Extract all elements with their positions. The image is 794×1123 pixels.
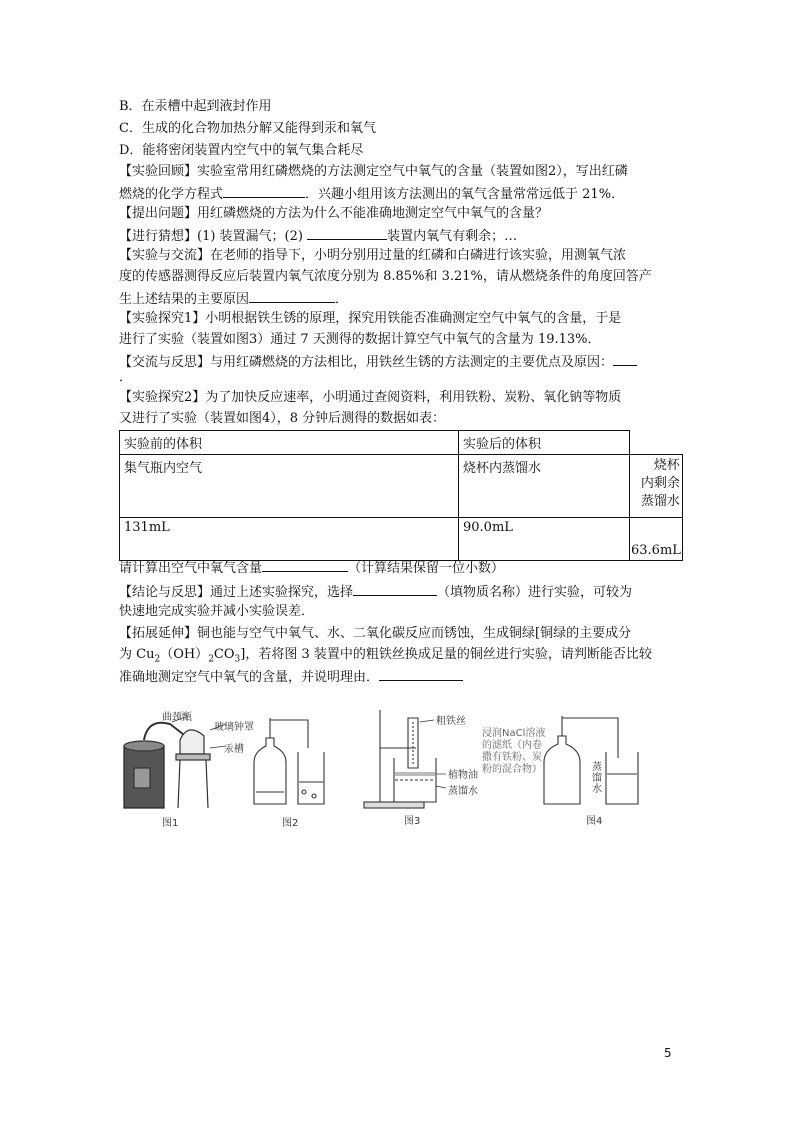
text-segment: （OH）: [160, 647, 209, 662]
text-segment: 粉的混合物）: [482, 764, 542, 775]
text-segment: 内剩余: [640, 476, 680, 491]
question-raised: 【提出问题】用红磷燃烧的方法为什么不能准确地测定空气中氧气的含量？: [119, 206, 549, 221]
text-segment: 蒸馏水: [640, 494, 680, 509]
table-value-water-after: 63.6mL: [630, 518, 683, 561]
data-table: [119, 430, 683, 561]
label-bell-jar: 玻璃钟罩: [214, 722, 254, 733]
text-segment: 浸润NaCl溶液: [482, 728, 546, 739]
answer-blank-copper[interactable]: [379, 666, 463, 681]
table-header-before: 实验前的体积: [120, 431, 459, 455]
calculate-question: [119, 557, 504, 579]
answer-blank-advantage[interactable]: [613, 351, 637, 366]
subscript: 2: [208, 654, 214, 665]
experiment-exchange-cont2: [119, 288, 348, 310]
text-segment: 燃烧的化学方程式: [119, 187, 224, 202]
table-cell-flask-air: 集气瓶内空气: [120, 455, 459, 518]
text-segment: ．: [335, 292, 349, 307]
answer-blank-equation[interactable]: [223, 183, 305, 198]
figure-4-caption: 图4: [586, 816, 603, 827]
exploration-2: 【实验探究2】为了加快反应速率，小明通过查阅资料，利用铁粉、炭粉、氧化钠等物质: [119, 390, 622, 405]
conclusion-cont: 快速地完成实验并减小实验误差．: [119, 604, 315, 619]
text-segment: ]，若将图 3 装置中的粗铁丝换成足量的铜丝进行实验，请判断能否比较: [240, 647, 652, 662]
option-b: B．在汞槽中起到液封作用: [119, 99, 272, 114]
text-segment: 烧杯: [653, 458, 680, 473]
figure-3-caption: 图3: [404, 816, 421, 827]
text-segment: 请计算出空气中氧气含量: [119, 561, 263, 576]
text-segment: 【进行猜想】(1) 装置漏气；(2): [119, 229, 303, 244]
text-segment: （计算结果保留一位小数）: [348, 561, 505, 576]
option-d: D．能将密闭装置内空气中的氧气集合耗尽: [119, 143, 364, 158]
subscript: 2: [154, 654, 161, 665]
text-segment: CO: [213, 647, 235, 662]
hypothesis: [119, 225, 517, 247]
text-segment: 【结论与反思】通过上述实验探究，选择: [119, 585, 354, 600]
text-segment: （填物质名称）进行实验，可较为: [437, 585, 633, 600]
experiment-exchange: 【实验与交流】在老师的指导下，小明分别用过量的红磷和白磷进行该实验，用测氧气浓: [119, 248, 627, 263]
exploration-1: 【实验探究1】小明根据铁生锈的原理，探究用铁能否准确测定空气中氧气的含量，于是: [119, 311, 622, 326]
label-trough: 汞槽: [224, 744, 244, 755]
figure-4-apparatus: [544, 716, 638, 804]
text-segment: 馏: [592, 773, 602, 784]
exploration-1-cont: 进行了实验（装置如图3）通过 7 天测得的数据计算空气中氧气的含量为 19.13%．: [119, 332, 601, 347]
text-segment: 生上述结果的主要原因: [119, 292, 250, 307]
table-header-after: 实验后的体积: [459, 431, 630, 455]
experiment-review-cont: [119, 183, 624, 205]
label-vegetable-oil: 植物油: [448, 770, 478, 781]
subscript: 3: [234, 654, 241, 665]
option-c: C．生成的化合物加热分解又能得到汞和氧气: [119, 121, 376, 136]
table-cell-beaker-water: 烧杯内蒸馏水: [459, 455, 630, 518]
label-distilled-water-4: [592, 762, 602, 795]
answer-blank-substance[interactable]: [353, 581, 437, 596]
text-segment: 撒有铁粉、炭: [482, 752, 542, 763]
text-segment: 准确地测定空气中氧气的含量，并说明理由．: [119, 670, 380, 685]
text-segment: 装置内氧气有剩余；…: [387, 229, 518, 244]
figure-1-caption: 图1: [162, 818, 179, 829]
label-distilled-water-3: 蒸馏水: [448, 786, 478, 797]
extension: 【拓展延伸】铜也能与空气中氧气、水、二氧化碳反应而锈蚀，生成铜绿[铜绿的主要成分: [119, 626, 632, 641]
text-segment: 的滤纸（内卷: [482, 740, 542, 751]
text-segment: ．兴趣小组用该方法测出的氧气含量常常远低于 21%．: [305, 187, 625, 202]
figure-3-apparatus: [364, 710, 446, 808]
page-number: 5: [664, 1046, 672, 1060]
label-retort: 曲颈甑: [162, 712, 192, 723]
figure-2-apparatus: [254, 718, 324, 804]
reflection: [119, 351, 637, 373]
text-segment: 【交流与反思】与用红磷燃烧的方法相比，用铁丝生锈的方法测定的主要优点及原因：: [119, 355, 614, 370]
experiment-exchange-cont: 度的传感器测得反应后装置内氧气浓度分别为 8.85%和 3.21%，请从燃烧条件的角度回答产: [119, 269, 652, 284]
text-segment: 水: [592, 784, 602, 795]
label-iron-wire: 粗铁丝: [436, 716, 466, 727]
reflection-end: ．: [119, 370, 133, 385]
text-segment: 为 Cu: [119, 647, 155, 662]
text-segment: 蒸: [592, 762, 602, 773]
answer-blank-hypothesis[interactable]: [307, 225, 387, 240]
label-filter-paper: [482, 728, 545, 776]
table-value-water-before: 90.0mL: [459, 518, 630, 561]
answer-blank-oxygen-content[interactable]: [262, 557, 348, 572]
exploration-2-cont: 又进行了实验（装置如图4），8 分钟后测得的数据如表：: [119, 411, 446, 426]
answer-blank-reason[interactable]: [249, 288, 335, 303]
table-value-air: 131mL: [120, 518, 459, 561]
table-cell-remaining-water: [630, 455, 683, 518]
figure-2-caption: 图2: [282, 818, 299, 829]
experiment-review: 【实验回顾】实验室常用红磷燃烧的方法测定空气中氧气的含量（装置如图2），写出红磷: [119, 164, 628, 179]
figure-1-apparatus: [124, 716, 226, 808]
extension-end: [119, 666, 463, 688]
conclusion: [119, 581, 632, 603]
apparatus-figures: [118, 708, 678, 828]
